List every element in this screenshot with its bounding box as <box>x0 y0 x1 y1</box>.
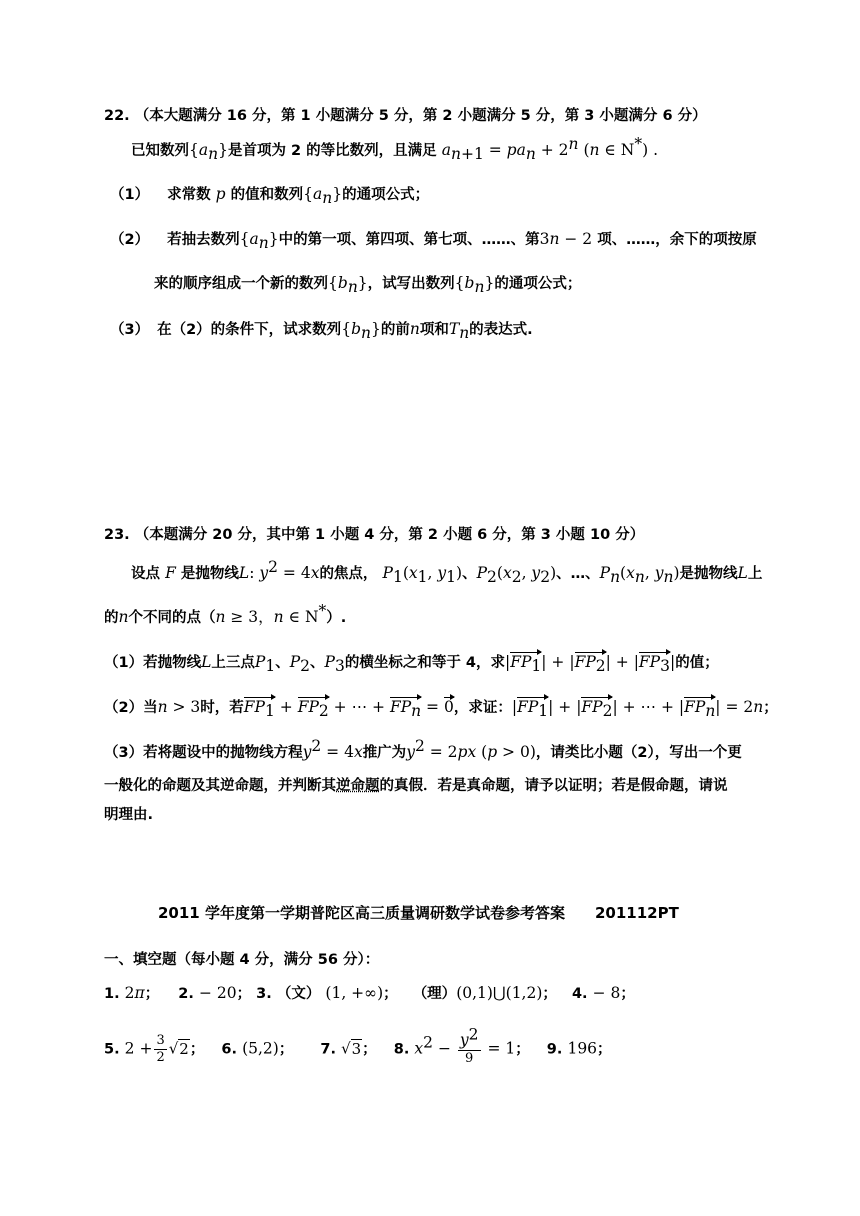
answers-row2: 5. 2 + $\frac{3}{2}$ √2； 6. (5,2)； 7. √3； 8. $x^2$ − $\frac{y^2}{9}$ = 1； 9. 196； <box>104 1025 612 1066</box>
q23-part3-line3: 明理由. <box>104 807 154 823</box>
q22-part3: （3） 在（2）的条件下，试求数列$\{b_n\}$的前n项和$T_n$的表达式. <box>110 320 533 342</box>
q23-stem-line2: 的n个不同的点（n ≥ 3，n ∈ N*）. <box>104 602 347 626</box>
q22-stem: 已知数列$\{a_n\}$是首项为 2 的等比数列，且满足 $a_{n+1} = pa_n + 2^n$ (n ∈ N*) . <box>131 135 659 163</box>
answers-section1: 一、填空题（每小题 4 分，满分 56 分）： <box>104 952 380 968</box>
q23-part1: （1）若抛物线L上三点$P_1$、$P_2$、$P_3$的横坐标之和等于 4，求$|FP_1| + |FP_2| + |FP_3|$的值； <box>104 653 719 675</box>
q22-part2-line1: （2） 若抽去数列$\{a_n\}$中的第一项、第四项、第七项、……、第3n − 2 项、……，余下的项按原 <box>110 230 757 252</box>
q23-part2: （2）当n > 3时，若$FP_1 + FP_2$ + ⋯ + $FP_n = 0$，求证：$|FP_1| + |FP_2|$ + ⋯ + $|FP_n| = 2n$； <box>104 698 778 720</box>
q22-part1: （1） 求常数 p 的值和数列$\{a_n\}$的通项公式； <box>110 185 430 207</box>
q23-part3-line1: （3）若将题设中的抛物线方程$y^2 = 4x$推广为$y^2 = 2px$ (p > 0)，请类比小题（2），写出一个更 <box>104 737 742 761</box>
answers-row1: 1. 2π； 2. − 20； 3. （文） (1, +∞)； （理）(0,1)⋃(1,2)； 4. − 8； <box>104 984 635 1002</box>
q23-header: 23. （本题满分 20 分，其中第 1 小题 4 分，第 2 小题 6 分，第 3 小题 10 分） <box>104 527 645 543</box>
answers-title: 2011 学年度第一学期普陀区高三质量调研数学试卷参考答案 201112PT <box>158 904 679 922</box>
q23-stem-line1: 设点 F 是抛物线L: $y^2 = 4x$的焦点， $P_1(x_1$, $y_1$)、$P_2(x_2$, $y_2$)、…、$P_n(x_n$, $y_n$)是抛物线L上 <box>131 558 763 586</box>
q22-part2-line2: 来的顺序组成一个新的数列$\{b_n\}$，试写出数列$\{b_n\}$的通项公式； <box>154 274 582 296</box>
q23-part3-line2: 一般化的命题及其逆命题，并判断其逆命题的真假．若是真命题，请予以证明；若是假命题，请说 <box>104 778 728 794</box>
q22-header: 22. （本大题满分 16 分，第 1 小题满分 5 分，第 2 小题满分 5 分，第 3 小题满分 6 分） <box>104 108 707 124</box>
